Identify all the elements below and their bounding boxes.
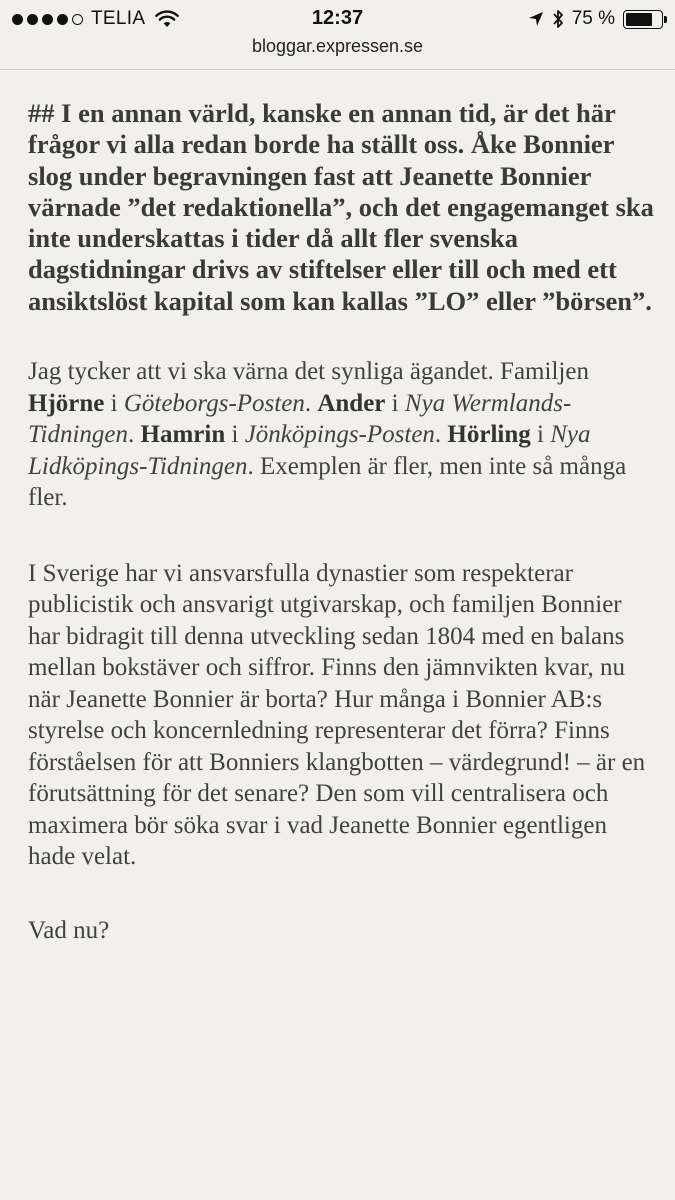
newspaper-name: Nya Wermlands-Tidningen	[28, 389, 572, 449]
paragraph-text: .	[434, 421, 448, 449]
battery-level	[626, 13, 652, 26]
paragraph-ownership	[28, 356, 658, 514]
address-bar[interactable]	[0, 36, 675, 68]
paragraph-text: .	[304, 389, 318, 417]
paragraph-text: .	[128, 421, 141, 449]
paragraph-closing: Vad nu?	[28, 916, 110, 944]
paragraph-text: i	[530, 421, 551, 449]
carrier-name: TELIA	[91, 8, 146, 29]
family-name: Hamrin	[140, 421, 226, 449]
family-name: Hörling	[447, 421, 531, 449]
paragraph-text: i	[225, 421, 245, 449]
location-arrow-icon	[528, 11, 544, 27]
paragraph-dynasties: I Sverige har vi ansvarsfulla dynastier som respekterar publicistik och ansvarigt utgivarskap, och familjen Bonnier har bidragit till denna utveckling sedan 1804 med en balans mellan bokstäver och siffror. Finns den jämnvikten kvar, nu när Jeanette Bonnier är borta? Hur många i Bonnier AB:s styrelse och koncernledning representerar det förra? Finns förståelsen för att Bonniers klangbotten – värdegrund! – är en förutsättning för det senare? Den som vill centralisera och maximera bör söka svar i vad Jeanette Bonnier egentligen hade velat.	[28, 559, 646, 871]
toolbar-divider	[0, 69, 675, 70]
paragraph-text: Jag tycker att vi ska värna det synliga ägandet. Familjen	[28, 358, 589, 386]
status-right	[528, 8, 663, 30]
paragraph-text: i	[385, 389, 405, 417]
bluetooth-icon	[552, 9, 564, 29]
newspaper-name: Göteborgs-Posten	[123, 389, 305, 417]
newspaper-name: Nya Lidköpings-Tidningen	[28, 421, 591, 480]
lead-paragraph: ## I en annan värld, kanske en annan tid, är det här frågor vi alla redan borde ha ställt oss. Åke Bonnier slog under begravningen fast att Jeanette Bonnier värnade ”det redaktionella”, och det engagemanget ska inte underskattas i tider då allt fler svenska dagstidningar drivs av stiftelser eller till och med ett ansiktslöst kapital som kan kallas ”LO” eller ”börsen”.	[28, 98, 654, 316]
clock: 12:37	[311, 7, 364, 29]
url-domain[interactable]: bloggar.expressen.se	[251, 36, 424, 56]
family-name: Hjörne	[28, 389, 105, 417]
battery-icon	[623, 10, 663, 29]
paragraph-text: . Exemplen är fler, men inte så många fler.	[28, 452, 627, 512]
newspaper-name: Jönköpings-Posten	[244, 421, 435, 449]
status-bar	[0, 0, 675, 38]
battery-percent: 75 %	[571, 8, 615, 29]
article-body	[28, 98, 658, 946]
paragraph-text: i	[104, 389, 124, 417]
family-name: Ander	[317, 389, 386, 417]
